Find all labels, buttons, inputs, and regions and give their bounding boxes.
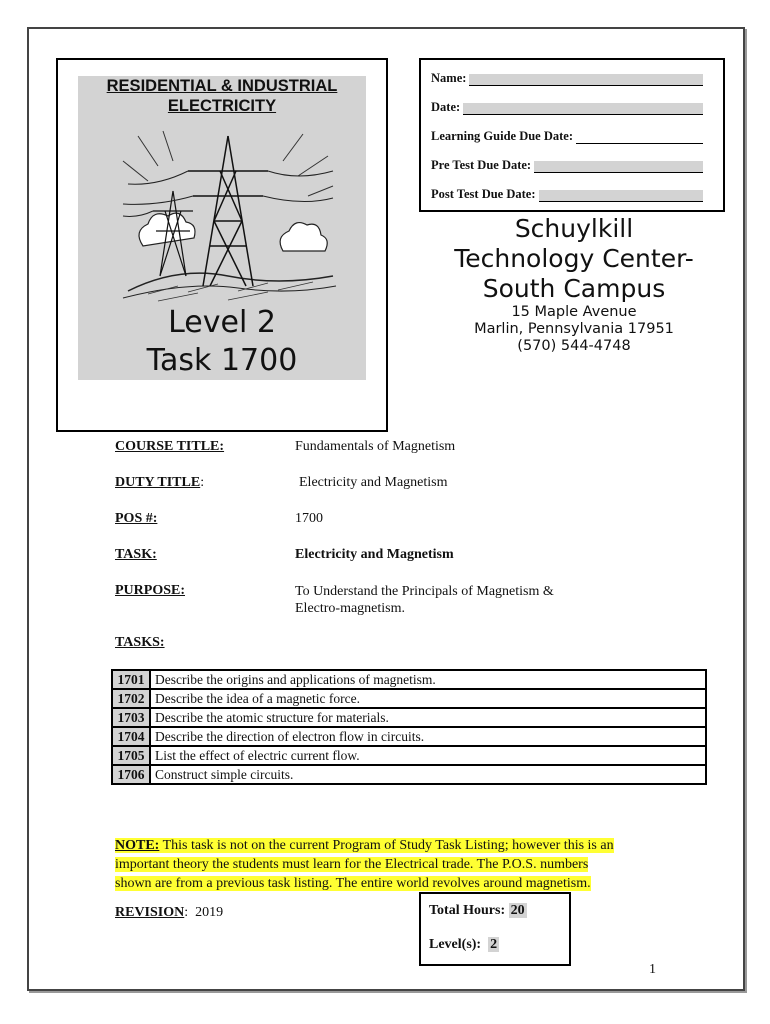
date-label: Date: xyxy=(431,100,461,114)
duty-title-value: Electricity and Magnetism xyxy=(299,475,448,490)
program-title-box xyxy=(56,58,388,432)
learning-guide-due-label: Learning Guide Due Date: xyxy=(431,129,574,143)
levels-label: Level(s): xyxy=(429,937,482,952)
hours-box xyxy=(419,892,571,966)
program-title: RESIDENTIAL & INDUSTRIAL ELECTRICITY xyxy=(106,77,338,115)
post-test-due-label: Post Test Due Date: xyxy=(431,187,536,201)
purpose-value xyxy=(295,583,554,617)
note-line1: This task is not on the current Program of Study Task Listing; however this is an xyxy=(159,838,614,853)
duty-title-label-wrap: DUTY TITLE: xyxy=(115,475,205,490)
due-dates-box xyxy=(419,58,725,212)
table-row xyxy=(112,689,706,708)
learning-guide-due-line[interactable] xyxy=(576,132,703,144)
task-description: List the effect of electric current flow. xyxy=(150,746,706,765)
note-line2: important theory the students must learn for the Electrical trade. The P.O.S. numbers xyxy=(115,857,589,872)
levels-value: 2 xyxy=(490,937,498,952)
purpose-line2: Electro-magnetism. xyxy=(295,601,406,616)
task-description: Describe the idea of a magnetic force. xyxy=(150,689,706,708)
name-label: Name: xyxy=(431,71,467,85)
level-task-label xyxy=(78,304,366,380)
name-line[interactable] xyxy=(469,74,703,86)
page-number: 1 xyxy=(649,962,656,977)
purpose-label: PURPOSE: xyxy=(115,583,185,598)
school-info xyxy=(409,214,739,355)
school-name-line1: Schuylkill xyxy=(514,214,634,243)
task-number: 1703 xyxy=(112,708,150,727)
total-hours-value: 20 xyxy=(510,903,525,918)
learning-guide-due-field[interactable] xyxy=(431,124,703,144)
revision-value: 2019 xyxy=(195,905,224,920)
task-description: Describe the atomic structure for materials. xyxy=(150,708,706,727)
task-number: 1702 xyxy=(112,689,150,708)
revision-label: REVISION xyxy=(115,905,185,920)
date-line[interactable] xyxy=(463,103,703,115)
power-tower-illustration xyxy=(118,126,338,306)
title-panel xyxy=(78,76,366,380)
purpose-line1: To Understand the Principals of Magnetism & xyxy=(295,584,554,599)
school-address: 15 Maple Avenue xyxy=(511,304,637,320)
task-title-label: TASK: xyxy=(115,547,157,562)
task-title-value: Electricity and Magnetism xyxy=(295,547,454,562)
level-label: Level 2 xyxy=(168,305,276,340)
pre-test-due-field[interactable] xyxy=(431,153,703,173)
task-description: Describe the direction of electron flow in circuits. xyxy=(150,727,706,746)
school-name-line2: Technology Center- xyxy=(454,244,694,273)
pos-value: 1700 xyxy=(295,511,323,526)
course-title-label: COURSE TITLE: xyxy=(115,439,225,454)
total-hours xyxy=(429,903,527,919)
task-label: Task 1700 xyxy=(146,343,298,378)
table-row xyxy=(112,765,706,784)
table-row xyxy=(112,746,706,765)
note-line3: shown are from a previous task listing. The entire world revolves around magnetism. xyxy=(115,876,591,891)
table-row xyxy=(112,670,706,689)
document-page xyxy=(27,27,745,991)
note-paragraph xyxy=(115,836,675,893)
school-name-line3: South Campus xyxy=(482,274,666,303)
pre-test-due-line[interactable] xyxy=(534,161,703,173)
revision: REVISION: 2019 xyxy=(115,905,224,920)
task-description: Describe the origins and applications of magnetism. xyxy=(150,670,706,689)
task-number: 1706 xyxy=(112,765,150,784)
duty-title-label: DUTY TITLE xyxy=(115,475,201,490)
levels xyxy=(429,937,499,953)
school-city: Marlin, Pennsylvania 17951 xyxy=(474,321,674,337)
post-test-due-line[interactable] xyxy=(539,190,703,202)
task-number: 1704 xyxy=(112,727,150,746)
tasks-label: TASKS: xyxy=(115,635,165,650)
tasks-table xyxy=(111,669,707,785)
name-field[interactable] xyxy=(431,66,703,86)
date-field[interactable] xyxy=(431,95,703,115)
course-title-value: Fundamentals of Magnetism xyxy=(295,439,456,454)
post-test-due-field[interactable] xyxy=(431,182,703,202)
note-label: NOTE: xyxy=(115,838,160,853)
pos-label: POS #: xyxy=(115,511,158,526)
school-phone: (570) 544-4748 xyxy=(517,338,631,354)
task-description: Construct simple circuits. xyxy=(150,765,706,784)
table-row xyxy=(112,727,706,746)
pre-test-due-label: Pre Test Due Date: xyxy=(431,158,532,172)
task-number: 1705 xyxy=(112,746,150,765)
total-hours-label: Total Hours: xyxy=(429,903,506,918)
task-number: 1701 xyxy=(112,670,150,689)
table-row xyxy=(112,708,706,727)
